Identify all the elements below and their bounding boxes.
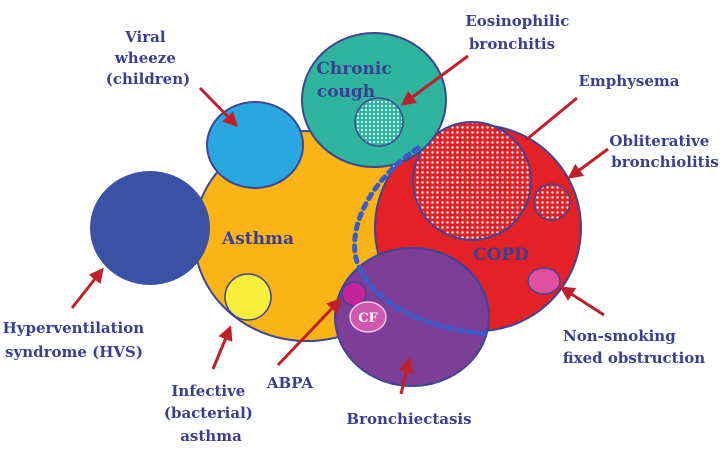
viral-wheeze-circle xyxy=(207,102,303,188)
viral-wheeze-label: Viral wheeze (children) xyxy=(105,28,191,88)
chronic-cough-label: Chronic cough xyxy=(316,59,392,102)
infective-asthma-label: Infective (bacterial) asthma xyxy=(163,382,253,445)
eosinophilic-bronchitis-circle xyxy=(355,98,403,146)
non-smoking-fixed-obstruction-circle xyxy=(528,268,560,294)
cf-label: CF xyxy=(358,311,378,326)
hvs-arrow xyxy=(72,270,102,308)
hvs-circle xyxy=(90,171,210,285)
emphysema-arrow xyxy=(526,98,577,140)
hvs-label: Hyperventilation syndrome (HVS) xyxy=(2,319,145,361)
obliterative-bronchiolitis-label: Obliterative bronchiolitis xyxy=(609,132,719,171)
obliterative-bronchiolitis-circle xyxy=(534,184,570,220)
abpa-label: ABPA xyxy=(266,374,314,392)
emphysema-label: Emphysema xyxy=(578,72,680,90)
asthma-label: Asthma xyxy=(222,229,294,249)
non-smoking-fixed-obstruction-label: Non-smoking fixed obstruction xyxy=(562,327,706,367)
infective-asthma-arrow xyxy=(213,328,230,369)
eosinophilic-bronchitis-label: Eosinophilic bronchitis xyxy=(465,12,570,53)
obliterative-bronchiolitis-arrow xyxy=(570,149,608,177)
copd-label: COPD xyxy=(473,245,529,265)
non-smoking-arrow xyxy=(562,288,604,315)
infective-asthma-circle xyxy=(225,274,271,320)
bronchiectasis-label: Bronchiectasis xyxy=(346,410,472,428)
